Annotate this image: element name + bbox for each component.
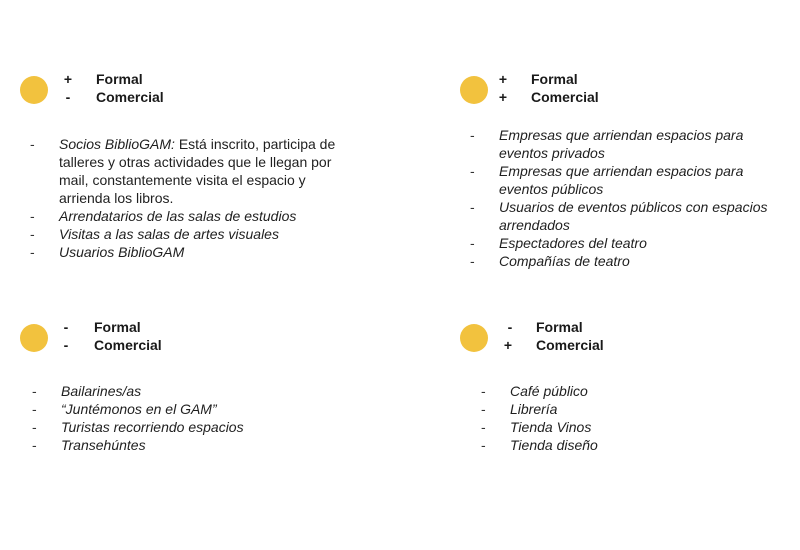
- list-item: [30, 207, 360, 225]
- formal-label: Formal: [94, 319, 141, 335]
- formal-sign: -: [507, 319, 513, 335]
- list-dash: -: [470, 127, 475, 143]
- list-dash: -: [481, 419, 486, 435]
- list-item: [30, 225, 360, 243]
- list-item-text: Espectadores del teatro: [499, 235, 647, 251]
- list-dash: -: [32, 437, 37, 453]
- list-item: [470, 162, 788, 198]
- list-item-text: Turistas recorriendo espacios: [61, 419, 244, 435]
- comercial-label: Comercial: [96, 89, 164, 105]
- formal-sign: +: [498, 71, 508, 87]
- list-item-text: Empresas que arriendan espacios para eventos públicos: [499, 163, 744, 197]
- list-item-text: Tienda diseño: [510, 437, 598, 453]
- formal-sign: -: [63, 319, 69, 335]
- list-item: [470, 126, 788, 162]
- list-item-text: Socios BiblioGAM: Está inscrito, participa de talleres y otras actividades que le llegan por mail, constantemente visita el espacio y arrienda los libros.: [59, 136, 336, 206]
- list-item-text: “Juntémonos en el GAM”: [61, 401, 217, 417]
- list-item-emphasis: Socios BiblioGAM:: [59, 136, 175, 152]
- legend-formal: [60, 70, 143, 88]
- list-item-text: Tienda Vinos: [510, 419, 592, 435]
- formal-label: Formal: [96, 71, 143, 87]
- list-dash: -: [32, 419, 37, 435]
- comercial-sign: -: [65, 89, 71, 105]
- list-dash: -: [470, 253, 475, 269]
- legend-comercial: [58, 336, 162, 354]
- legend-comercial: [500, 336, 604, 354]
- item-list: [470, 126, 788, 270]
- legend-comercial: [495, 88, 599, 106]
- list-dash: -: [481, 383, 486, 399]
- list-item-text: Empresas que arriendan espacios para eventos privados: [499, 127, 744, 161]
- list-item: [481, 400, 781, 418]
- list-item-text: Transehúntes: [61, 437, 146, 453]
- list-item-text: Compañías de teatro: [499, 253, 630, 269]
- list-item-text: Visitas a las salas de artes visuales: [59, 226, 279, 242]
- quadrant-dot: [20, 76, 48, 104]
- comercial-label: Comercial: [94, 337, 162, 353]
- list-dash: -: [30, 208, 35, 224]
- comercial-label: Comercial: [531, 89, 599, 105]
- formal-label: Formal: [536, 319, 583, 335]
- list-item-text: Café público: [510, 383, 588, 399]
- list-item: [481, 418, 781, 436]
- legend-formal: [495, 70, 578, 88]
- list-item: [470, 252, 788, 270]
- item-list: [32, 382, 362, 454]
- comercial-sign: +: [503, 337, 513, 353]
- item-list: [30, 135, 360, 261]
- list-item: [32, 382, 362, 400]
- list-item: [481, 436, 781, 454]
- list-item: [30, 135, 360, 207]
- comercial-sign: -: [63, 337, 69, 353]
- item-list: [481, 382, 781, 454]
- formal-label: Formal: [531, 71, 578, 87]
- list-item: [30, 243, 360, 261]
- list-item: [470, 234, 788, 252]
- list-dash: -: [470, 163, 475, 179]
- list-dash: -: [32, 383, 37, 399]
- legend-formal: [58, 318, 141, 336]
- list-dash: -: [481, 437, 486, 453]
- list-item-text: Librería: [510, 401, 558, 417]
- list-dash: -: [30, 244, 35, 260]
- list-item: [481, 382, 781, 400]
- legend-formal: [502, 318, 583, 336]
- quadrant-dot: [460, 76, 488, 104]
- comercial-label: Comercial: [536, 337, 604, 353]
- list-dash: -: [481, 401, 486, 417]
- list-dash: -: [30, 226, 35, 242]
- list-item: [32, 418, 362, 436]
- list-item: [470, 198, 788, 234]
- quadrant-dot: [20, 324, 48, 352]
- list-dash: -: [32, 401, 37, 417]
- list-dash: -: [30, 136, 35, 152]
- list-item-text: Usuarios BiblioGAM: [59, 244, 185, 260]
- list-item-text: Usuarios de eventos públicos con espacios arrendados: [499, 199, 768, 233]
- list-dash: -: [470, 199, 475, 215]
- comercial-sign: +: [498, 89, 508, 105]
- list-item: [32, 400, 362, 418]
- quadrant-dot: [460, 324, 488, 352]
- legend-comercial: [60, 88, 164, 106]
- formal-sign: +: [63, 71, 73, 87]
- list-dash: -: [470, 235, 475, 251]
- list-item: [32, 436, 362, 454]
- list-item-text: Arrendatarios de las salas de estudios: [59, 208, 297, 224]
- list-item-text: Bailarines/as: [61, 383, 142, 399]
